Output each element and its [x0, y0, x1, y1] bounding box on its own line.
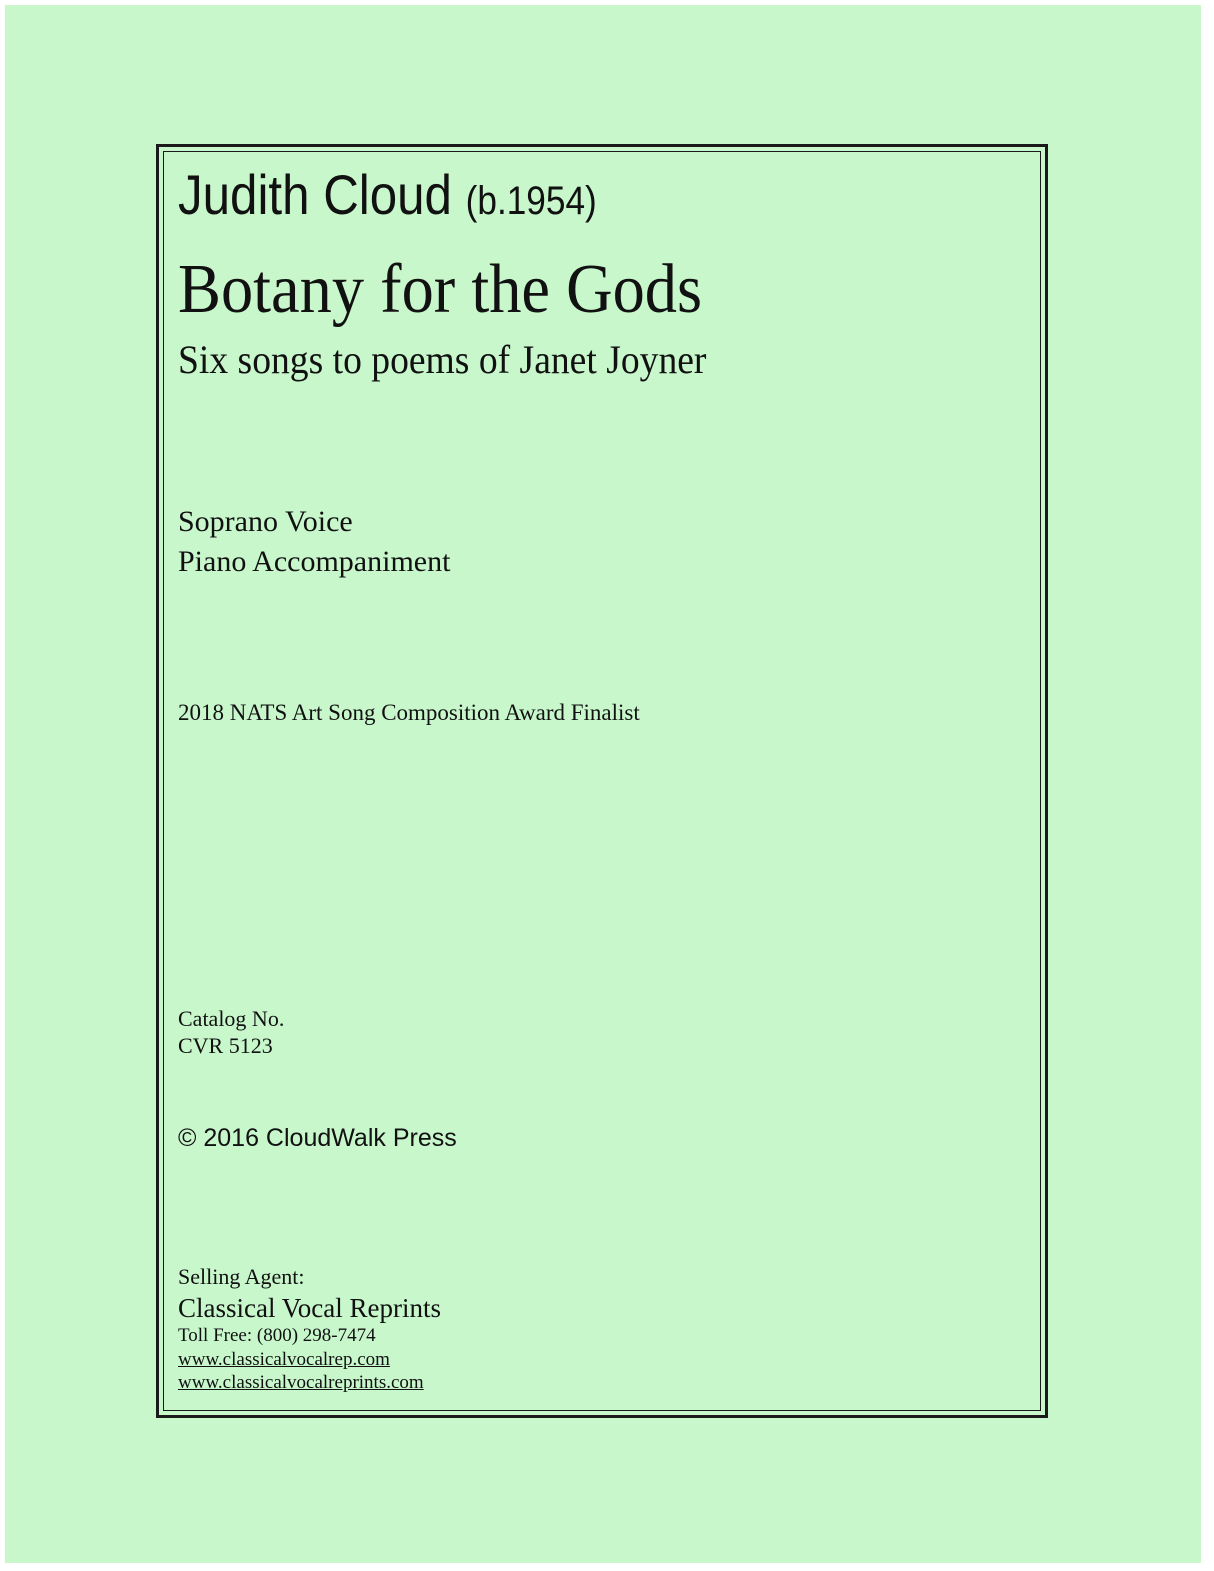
toll-free-phone: Toll Free: (800) 298-7474: [178, 1325, 376, 1346]
voicing-accompaniment: Piano Accompaniment: [178, 545, 451, 578]
selling-agent-label: Selling Agent:: [178, 1264, 305, 1289]
selling-agent-name: Classical Vocal Reprints: [178, 1293, 441, 1323]
work-title: Botany for the Gods: [178, 251, 703, 328]
voicing-voice: Soprano Voice: [178, 505, 353, 538]
website-link-1[interactable]: www.classicalvocalrep.com: [178, 1349, 390, 1370]
work-subtitle: Six songs to poems of Janet Joyner: [178, 337, 707, 382]
catalog-label: Catalog No.: [178, 1006, 285, 1031]
composer-dates: (b.1954): [465, 179, 597, 223]
award-line: 2018 NATS Art Song Composition Award Finalist: [178, 700, 640, 725]
website-link-2[interactable]: www.classicalvocalreprints.com: [178, 1372, 424, 1393]
composer-name: Judith Cloud (b.1954): [178, 163, 597, 226]
catalog-number: CVR 5123: [178, 1033, 273, 1058]
copyright: © 2016 CloudWalk Press: [178, 1124, 457, 1152]
